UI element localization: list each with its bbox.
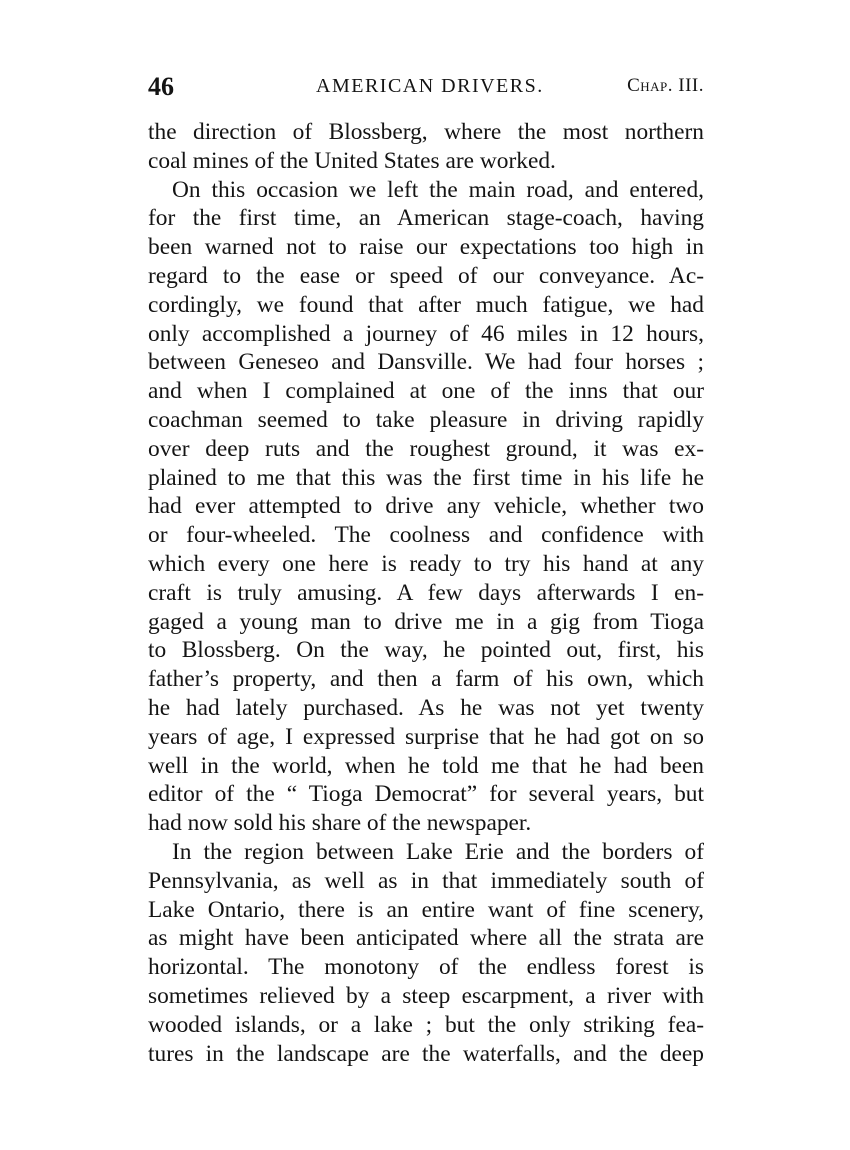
text-line: had ever attempted to drive any vehicle, whether two: [148, 493, 704, 520]
text-line: over deep ruts and the roughest ground, it was ex-: [148, 435, 704, 462]
text-line: years of age, I expressed surprise that he had got on so: [148, 723, 704, 750]
text-line: as might have been anticipated where all the strata are: [148, 925, 704, 952]
body-text: [148, 118, 704, 1068]
book-page: [148, 68, 704, 1108]
text-line: for the first time, an American stage-coach, having: [148, 205, 704, 232]
text-line: On this occasion we left the main road, and entered,: [172, 176, 704, 203]
text-line: had now sold his share of the newspaper.: [148, 810, 532, 837]
text-line: wooded islands, or a lake ; but the only striking fea-: [148, 1011, 704, 1038]
chapter-reference: Chap. III.: [627, 75, 704, 96]
running-head: [148, 68, 704, 108]
text-line: craft is truly amusing. A few days afterwards I en-: [148, 579, 704, 606]
text-line: horizontal. The monotony of the endless forest is: [148, 954, 704, 981]
text-line: only accomplished a journey of 46 miles in 12 hours,: [148, 320, 704, 347]
text-line: he had lately purchased. As he was not yet twenty: [148, 694, 704, 721]
text-line: the direction of Blossberg, where the most northern: [148, 119, 704, 145]
text-line: gaged a young man to drive me in a gig from Tioga: [148, 608, 704, 635]
text-line: and when I complained at one of the inns that our: [148, 378, 704, 405]
running-title: AMERICAN DRIVERS.: [316, 75, 544, 97]
text-line: Pennsylvania, as well as in that immediately south of: [148, 867, 704, 894]
text-line: sometimes relieved by a steep escarpment, a river with: [148, 982, 704, 1009]
page-number: 46: [148, 72, 174, 101]
text-line: which every one here is ready to try his hand at any: [148, 550, 704, 577]
text-line: tures in the landscape are the waterfalls, and the deep: [148, 1040, 704, 1067]
text-line: cordingly, we found that after much fatigue, we had: [148, 291, 704, 318]
text-line: plained to me that this was the first time in his life he: [148, 464, 704, 491]
text-line: coal mines of the United States are worked.: [148, 147, 556, 174]
text-line: In the region between Lake Erie and the borders of: [172, 838, 704, 865]
text-line: been warned not to raise our expectations too high in: [148, 234, 704, 261]
text-line: coachman seemed to take pleasure in driving rapidly: [148, 406, 704, 433]
text-line: regard to the ease or speed of our conveyance. Ac-: [148, 262, 704, 289]
text-line: to Blossberg. On the way, he pointed out, first, his: [148, 637, 704, 664]
text-line: well in the world, when he told me that he had been: [148, 752, 704, 779]
text-line: or four-wheeled. The coolness and confidence with: [148, 522, 704, 549]
text-line: between Geneseo and Dansville. We had four horses ;: [148, 349, 704, 376]
text-line: editor of the “ Tioga Democrat” for several years, but: [148, 781, 704, 808]
text-line: father’s property, and then a farm of his own, which: [148, 666, 704, 693]
text-line: Lake Ontario, there is an entire want of fine scenery,: [148, 896, 704, 923]
